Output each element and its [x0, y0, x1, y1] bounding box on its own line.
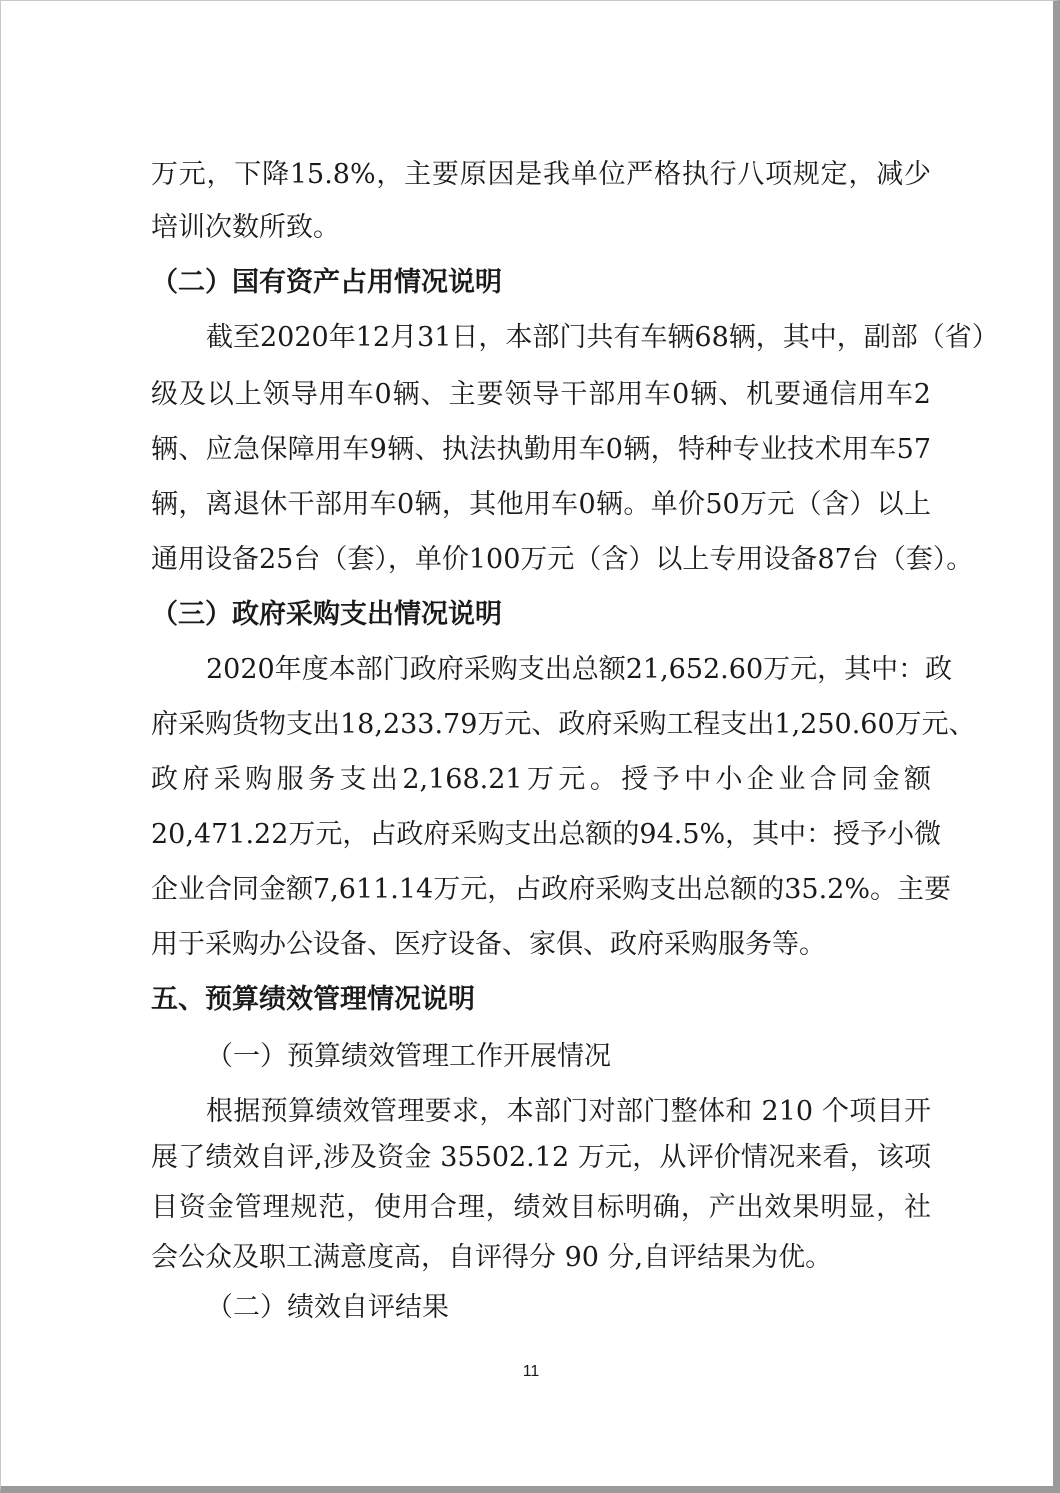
- paragraph-line-5: 级及以上领导用车0辆、主要领导干部用车0辆、机要通信用车2: [151, 379, 931, 410]
- paragraph-line-18: 根据预算绩效管理要求，本部门对部门整体和 210 个项目开: [206, 1096, 931, 1127]
- paragraph-line-4: 截至2020年12月31日，本部门共有车辆68辆，其中，副部（省）: [206, 322, 999, 353]
- paragraph-line-14: 企业合同金额7,611.14万元，占政府采购支出总额的35.2%。主要: [151, 874, 952, 905]
- paragraph-line-6: 辆、应急保障用车9辆、执法执勤用车0辆，特种专业技术用车57: [151, 434, 931, 465]
- paragraph-line-20: 目资金管理规范，使用合理，绩效目标明确，产出效果明显，社: [151, 1192, 931, 1223]
- subsection-heading-work: （一）预算绩效管理工作开展情况: [206, 1041, 611, 1072]
- paragraph-line-15: 用于采购办公设备、医疗设备、家俱、政府采购服务等。: [151, 929, 826, 960]
- paragraph-line-12: 政府采购服务支出2,168.21万元。授予中小企业合同金额: [151, 764, 931, 795]
- paragraph-line-19: 展了绩效自评,涉及资金 35502.12 万元，从评价情况来看，该项: [151, 1142, 931, 1173]
- paragraph-line-13: 20,471.22万元，占政府采购支出总额的94.5%，其中：授予小微: [151, 819, 942, 850]
- section-heading-procurement: （三）政府采购支出情况说明: [151, 599, 502, 630]
- subsection-heading-results: （二）绩效自评结果: [206, 1292, 449, 1323]
- paragraph-line-2: 培训次数所致。: [151, 212, 340, 243]
- paragraph-line-7: 辆，离退休干部用车0辆，其他用车0辆。单价50万元（含）以上: [151, 489, 931, 520]
- paragraph-line-21: 会公众及职工满意度高，自评得分 90 分,自评结果为优。: [151, 1242, 833, 1273]
- paragraph-line-8: 通用设备25台（套），单价100万元（含）以上专用设备87台（套）。: [151, 544, 974, 575]
- section-heading-performance: 五、预算绩效管理情况说明: [151, 984, 475, 1015]
- section-heading-assets: （二）国有资产占用情况说明: [151, 267, 502, 298]
- paragraph-line-1: 万元，下降15.8%，主要原因是我单位严格执行八项规定，减少: [151, 159, 931, 190]
- page-number: 11: [522, 1363, 540, 1380]
- paragraph-line-11: 府采购货物支出18,233.79万元、政府采购工程支出1,250.60万元、: [151, 709, 976, 740]
- paragraph-line-10: 2020年度本部门政府采购支出总额21,652.60万元，其中：政: [206, 654, 953, 685]
